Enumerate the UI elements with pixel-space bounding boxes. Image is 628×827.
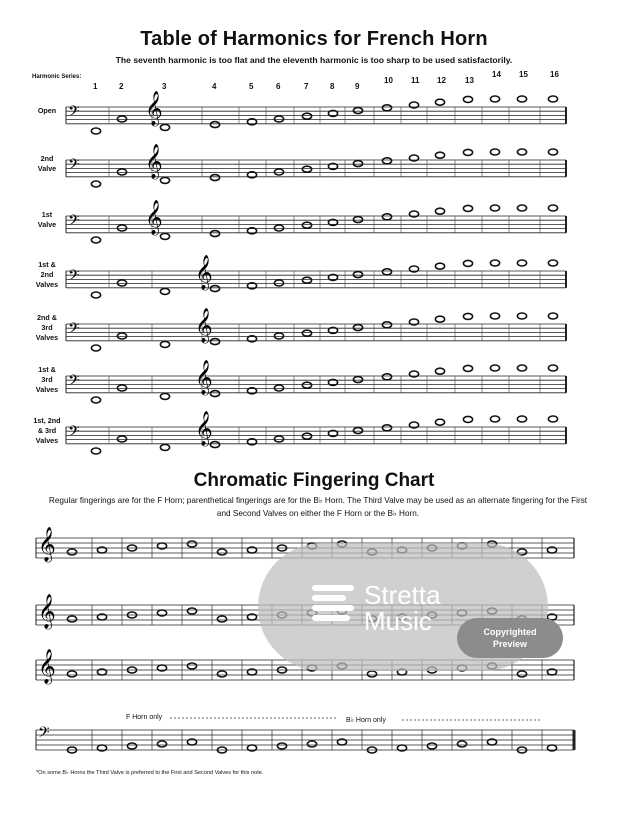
whole-note: [91, 128, 100, 134]
whole-note: [302, 166, 311, 172]
whole-note: [353, 272, 362, 278]
bass-clef-icon: 𝄢: [68, 267, 80, 288]
chromatic-title: Chromatic Fingering Chart: [193, 470, 435, 491]
whole-note: [463, 149, 472, 155]
whole-note: [367, 671, 376, 677]
bass-clef-icon: 𝄢: [68, 156, 80, 177]
whole-note: [517, 365, 526, 371]
row-label-line: Open: [37, 106, 57, 115]
whole-note: [302, 222, 311, 228]
whole-note: [463, 260, 472, 266]
whole-note: [548, 416, 557, 422]
whole-note: [302, 330, 311, 336]
treble-clef-icon: 𝄞: [195, 360, 213, 395]
chromatic-description: Regular fingerings are for the F Horn; parenthetical fingerings are for the B♭ Horn. The Third Valve may be used as an alternate fingering for the First and Second Valves on either the F Horn or the B♭ Horn.: [48, 496, 588, 518]
whole-note: [67, 671, 76, 677]
treble-clef-icon: 𝄞: [195, 255, 213, 290]
bass-clef-icon: 𝄢: [68, 423, 80, 444]
whole-note: [548, 149, 557, 155]
row-label-line: Valve: [37, 164, 57, 173]
whole-note: [382, 269, 391, 275]
whole-note: [548, 365, 557, 371]
harmonic-number: 2: [119, 82, 124, 91]
harmonic-number: 4: [212, 82, 217, 91]
harmonic-number: 14: [492, 70, 501, 79]
whole-note: [160, 341, 169, 347]
row-label-line: & 3rd: [37, 426, 57, 435]
whole-note: [127, 743, 136, 749]
treble-clef-icon: 𝄞: [195, 308, 213, 343]
whole-note: [91, 237, 100, 243]
harmonics-subtitle: The seventh harmonic is too flat and the eleventh harmonic is too sharp to be used satisfactorily.: [115, 55, 513, 65]
whole-note: [382, 105, 391, 111]
row-label-line: 3rd: [41, 375, 53, 384]
whole-note: [435, 263, 444, 269]
footnote: *On some B♭ Horns the Third Valve is preferred to the First and Second Valves for this note.: [36, 770, 264, 776]
treble-clef-icon: 𝄞: [145, 91, 163, 126]
whole-note: [517, 96, 526, 102]
whole-note: [187, 663, 196, 669]
f-horn-only-label: F Horn only: [126, 714, 163, 721]
treble-clef-icon: 𝄞: [38, 527, 56, 562]
whole-note: [517, 416, 526, 422]
whole-note: [274, 385, 283, 391]
whole-note: [435, 99, 444, 105]
whole-note: [435, 368, 444, 374]
row-label-line: 3rd: [41, 323, 53, 332]
harmonic-number: 7: [304, 82, 309, 91]
watermark-brand-line2: Music: [364, 606, 432, 636]
whole-note: [274, 280, 283, 286]
whole-note: [517, 205, 526, 211]
whole-note: [217, 549, 226, 555]
whole-note: [490, 205, 499, 211]
whole-note: [274, 225, 283, 231]
row-label-line: Valves: [35, 385, 59, 394]
harmonic-number: 12: [437, 76, 446, 85]
whole-note: [382, 214, 391, 220]
harmonic-number: 15: [519, 70, 528, 79]
harmonic-number: 11: [411, 76, 420, 85]
whole-note: [160, 124, 169, 130]
bass-clef-icon: 𝄢: [68, 212, 80, 233]
whole-note: [210, 122, 219, 128]
whole-note: [353, 161, 362, 167]
whole-note: [548, 260, 557, 266]
whole-note: [274, 333, 283, 339]
harmonic-number: 10: [384, 76, 393, 85]
whole-note: [490, 313, 499, 319]
whole-note: [457, 741, 466, 747]
badge-line1: Copyrighted: [483, 627, 537, 637]
whole-note: [382, 374, 391, 380]
whole-note: [548, 313, 557, 319]
whole-note: [490, 365, 499, 371]
whole-note: [353, 108, 362, 114]
treble-clef-icon: 𝄞: [195, 411, 213, 446]
treble-clef-icon: 𝄞: [145, 144, 163, 179]
whole-note: [548, 205, 557, 211]
stretta-logo-icon: [312, 585, 354, 629]
whole-note: [91, 397, 100, 403]
whole-note: [117, 169, 126, 175]
row-label-line: 2nd: [40, 270, 54, 279]
harmonic-number: 16: [550, 70, 559, 79]
whole-note: [463, 416, 472, 422]
harmonic-number: 13: [465, 76, 474, 85]
whole-note: [517, 149, 526, 155]
whole-note: [91, 292, 100, 298]
whole-note: [463, 96, 472, 102]
harmonics-title: Table of Harmonics for French Horn: [140, 28, 488, 50]
whole-note: [490, 149, 499, 155]
whole-note: [277, 743, 286, 749]
whole-note: [274, 116, 283, 122]
whole-note: [302, 277, 311, 283]
row-label-line: Valve: [37, 220, 57, 229]
whole-note: [67, 549, 76, 555]
whole-note: [517, 313, 526, 319]
whole-note: [160, 393, 169, 399]
whole-note: [160, 177, 169, 183]
whole-note: [353, 217, 362, 223]
whole-note: [490, 416, 499, 422]
whole-note: [117, 436, 126, 442]
bass-clef-icon: 𝄢: [68, 372, 80, 393]
whole-note: [117, 385, 126, 391]
whole-note: [117, 116, 126, 122]
whole-note: [353, 377, 362, 383]
whole-note: [91, 345, 100, 351]
bb-horn-only-label: B♭ Horn only: [346, 717, 386, 724]
whole-note: [435, 152, 444, 158]
whole-note: [91, 448, 100, 454]
whole-note: [353, 428, 362, 434]
row-label-line: 2nd: [40, 154, 54, 163]
whole-note: [490, 96, 499, 102]
badge-line2: Preview: [492, 639, 528, 649]
row-label-line: 1st: [41, 210, 53, 219]
whole-note: [157, 741, 166, 747]
bass-clef-icon: 𝄢: [38, 724, 50, 745]
whole-note: [302, 433, 311, 439]
whole-note: [160, 233, 169, 239]
whole-note: [117, 280, 126, 286]
whole-note: [463, 365, 472, 371]
whole-note: [435, 419, 444, 425]
treble-clef-icon: 𝄞: [145, 200, 163, 235]
harmonic-number: 1: [93, 82, 98, 91]
whole-note: [517, 671, 526, 677]
whole-note: [187, 541, 196, 547]
whole-note: [160, 444, 169, 450]
bass-clef-icon: 𝄢: [68, 103, 80, 124]
row-label-line: 1st &: [38, 260, 56, 269]
row-label-line: 1st, 2nd: [33, 416, 61, 425]
row-label-line: 2nd &: [37, 313, 57, 322]
row-label-line: 1st &: [38, 365, 56, 374]
whole-note: [187, 608, 196, 614]
harmonic-series-label: Harmonic Series:: [32, 74, 82, 80]
whole-note: [435, 208, 444, 214]
watermark-brand-line1: Stretta: [364, 580, 441, 610]
whole-note: [160, 288, 169, 294]
row-label-line: Valves: [35, 280, 59, 289]
treble-clef-icon: 𝄞: [38, 649, 56, 684]
whole-note: [210, 175, 219, 181]
whole-note: [382, 158, 391, 164]
whole-note: [302, 382, 311, 388]
whole-note: [274, 169, 283, 175]
whole-note: [463, 313, 472, 319]
treble-clef-icon: 𝄞: [38, 594, 56, 629]
whole-note: [548, 96, 557, 102]
whole-note: [302, 113, 311, 119]
whole-note: [210, 231, 219, 237]
harmonic-number: 5: [249, 82, 254, 91]
whole-note: [382, 425, 391, 431]
row-label-line: Valves: [35, 333, 59, 342]
whole-note: [117, 333, 126, 339]
whole-note: [307, 741, 316, 747]
whole-note: [91, 181, 100, 187]
whole-note: [435, 316, 444, 322]
whole-note: [463, 205, 472, 211]
harmonic-number: 8: [330, 82, 335, 91]
whole-note: [517, 260, 526, 266]
whole-note: [490, 260, 499, 266]
harmonic-number: 9: [355, 82, 360, 91]
whole-note: [274, 436, 283, 442]
harmonic-number: 6: [276, 82, 281, 91]
whole-note: [427, 743, 436, 749]
copyrighted-preview-badge: [457, 618, 563, 658]
whole-note: [67, 616, 76, 622]
whole-note: [353, 325, 362, 331]
bass-clef-icon: 𝄢: [68, 320, 80, 341]
whole-note: [217, 671, 226, 677]
row-label-line: Valves: [35, 436, 59, 445]
whole-note: [117, 225, 126, 231]
whole-note: [382, 322, 391, 328]
whole-note: [217, 616, 226, 622]
harmonic-number: 3: [162, 82, 167, 91]
